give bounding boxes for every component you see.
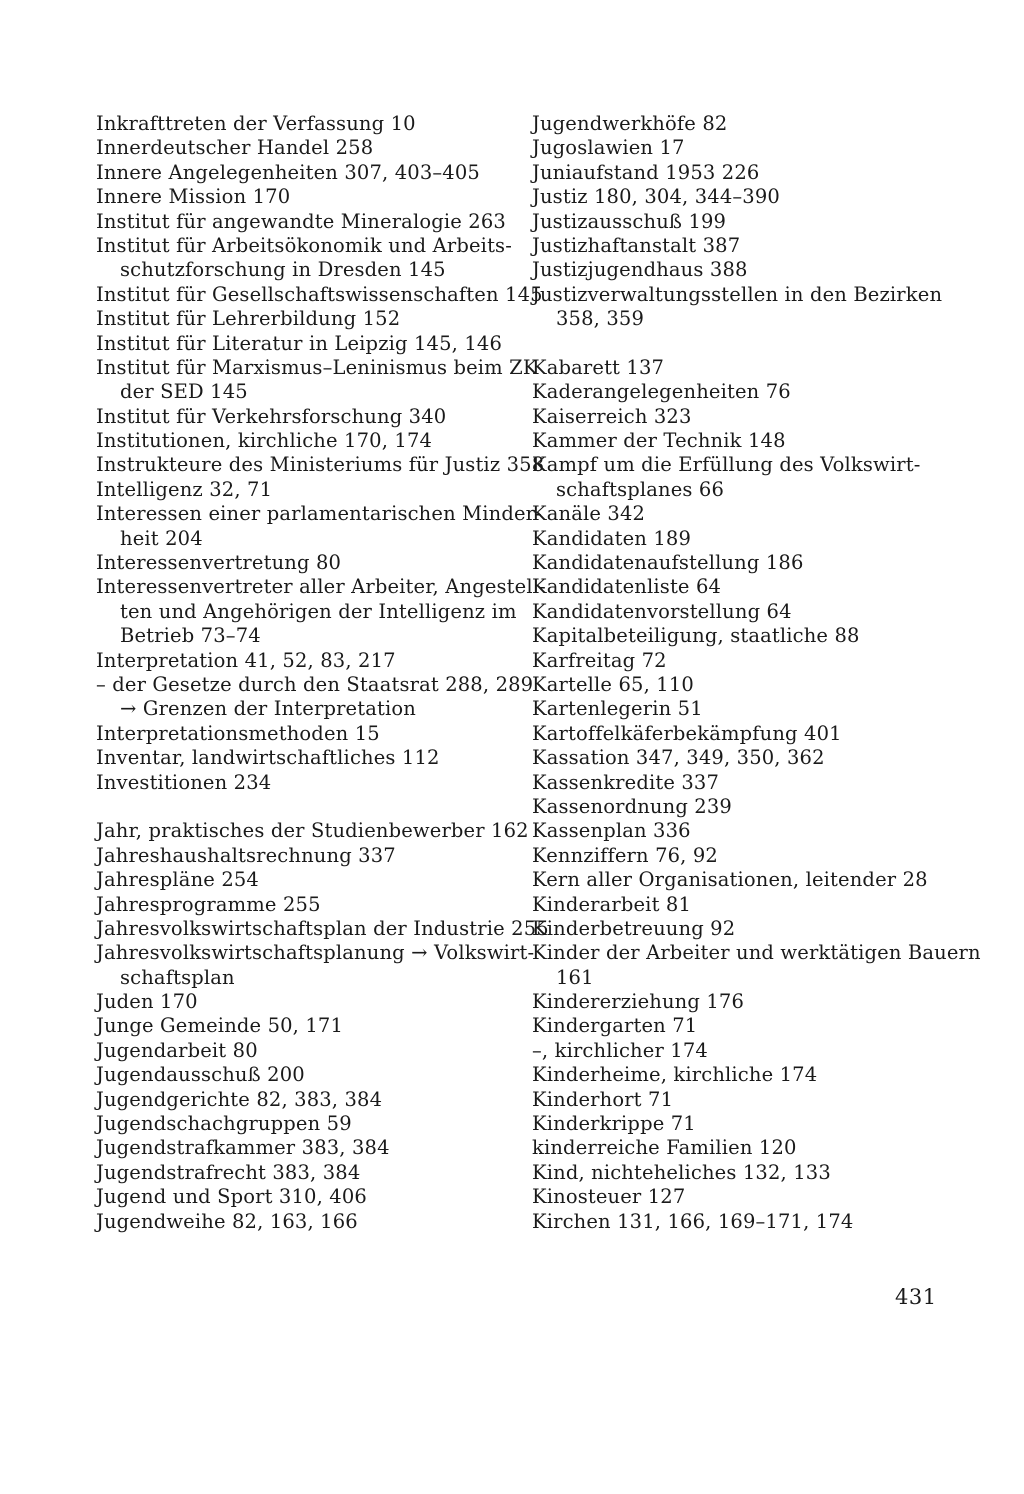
index-entry: Jugendgerichte 82, 383, 384 xyxy=(96,1087,383,1111)
index-entry: Juden 170 xyxy=(96,990,198,1014)
index-entry: Institut für angewandte Mineralogie 263 xyxy=(96,209,506,233)
index-entry: Jugend und Sport 310, 406 xyxy=(96,1185,367,1209)
index-entry: Intelligenz 32, 71 xyxy=(96,477,273,501)
index-entry: Kindererziehung 176 xyxy=(532,990,745,1014)
page-number: 431 xyxy=(895,1285,937,1309)
index-entry: Institut für Marxismus–Leninismus beim ZK xyxy=(96,355,538,379)
index-entry: Institut für Verkehrsforschung 340 xyxy=(96,404,447,428)
index-entry: Jugendschachgruppen 59 xyxy=(96,1112,352,1136)
index-entry: Justizverwaltungsstellen in den Bezirken xyxy=(532,282,943,306)
index-entry: Kinderheime, kirchliche 174 xyxy=(532,1063,818,1087)
index-entry: Jahrespläne 254 xyxy=(96,868,259,892)
index-entry: Jahresprogramme 255 xyxy=(96,892,321,916)
index-entry: Inkrafttreten der Verfassung 10 xyxy=(96,112,416,135)
index-entry: Interessenvertreter aller Arbeiter, Angestell- xyxy=(96,575,546,599)
index-entry: Interessenvertretung 80 xyxy=(96,551,342,575)
index-entry: Jahreshaushaltsrechnung 337 xyxy=(96,843,396,867)
index-entry: Kampf um die Erfüllung des Volkswirt- xyxy=(532,453,921,477)
index-entry: Jugendarbeit 80 xyxy=(96,1038,258,1062)
index-entry: Kassenkredite 337 xyxy=(532,770,720,794)
section-gap xyxy=(96,795,508,819)
index-entry: Kanäle 342 xyxy=(532,502,646,526)
index-entry: Justizjugendhaus 388 xyxy=(532,258,748,282)
index-entry: Jahresvolkswirtschaftsplanung → Volkswirt- xyxy=(96,941,535,965)
index-entry: Interessen einer parlamentarischen Minder- xyxy=(96,502,542,526)
index-entry: Karfreitag 72 xyxy=(532,648,667,672)
index-entry: Jahresvolkswirtschaftsplan der Industrie 255 xyxy=(96,916,549,940)
section-gap xyxy=(532,332,944,356)
index-entry-continuation: der SED 145 xyxy=(120,380,248,404)
index-entry: Jugendweihe 82, 163, 166 xyxy=(96,1209,358,1233)
index-entry: Innere Mission 170 xyxy=(96,185,291,209)
index-entry: Kinder der Arbeiter und werktätigen Bauern xyxy=(532,941,981,965)
index-entry-continuation: schaftsplanes 66 xyxy=(556,477,725,501)
index-entry: Kapitalbeteiligung, staatliche 88 xyxy=(532,624,860,648)
index-entry: – der Gesetze durch den Staatsrat 288, 289 xyxy=(96,672,534,696)
index-entry: kinderreiche Familien 120 xyxy=(532,1136,797,1160)
index-entry: Innerdeutscher Handel 258 xyxy=(96,136,374,160)
index-entry: Kartelle 65, 110 xyxy=(532,672,694,696)
index-entry: Institut für Gesellschaftswissenschaften 145 xyxy=(96,282,543,306)
index-entry: Kinosteuer 127 xyxy=(532,1185,686,1209)
index-entry: Interpretationsmethoden 15 xyxy=(96,721,380,745)
index-entry: Jahr, praktisches der Studienbewerber 162 xyxy=(96,819,529,843)
index-entry: Kandidatenliste 64 xyxy=(532,575,722,599)
index-entry-continuation: → Grenzen der Interpretation xyxy=(120,697,416,721)
index-entry: Kandidaten 189 xyxy=(532,526,692,550)
index-entry: Institut für Literatur in Leipzig 145, 146 xyxy=(96,331,503,355)
index-entry: Kassation 347, 349, 350, 362 xyxy=(532,746,825,770)
index-entry: Interpretation 41, 52, 83, 217 xyxy=(96,648,396,672)
index-entry: Kassenordnung 239 xyxy=(532,794,732,818)
index-entry-continuation: schutzforschung in Dresden 145 xyxy=(120,258,446,282)
index-entry: Juniaufstand 1953 226 xyxy=(532,160,760,184)
index-entry: Justiz 180, 304, 344–390 xyxy=(532,185,780,209)
index-entry: Kind, nichteheliches 132, 133 xyxy=(532,1160,831,1184)
index-entry: Kennziffern 76, 92 xyxy=(532,843,718,867)
index-column-left xyxy=(96,112,549,1234)
index-entry-continuation: 358, 359 xyxy=(556,307,645,331)
index-entry: Jugoslawien 17 xyxy=(532,136,685,160)
index-entry: Justizausschuß 199 xyxy=(532,209,727,233)
index-entry: Kern aller Organisationen, leitender 28 xyxy=(532,868,928,892)
index-entry: Kirchen 131, 166, 169–171, 174 xyxy=(532,1209,854,1233)
index-entry: Junge Gemeinde 50, 171 xyxy=(96,1014,344,1038)
index-entry: Instrukteure des Ministeriums für Justiz 358 xyxy=(96,453,545,477)
index-entry: Innere Angelegenheiten 307, 403–405 xyxy=(96,160,480,184)
index-entry: Kaderangelegenheiten 76 xyxy=(532,380,791,404)
index-entry: Institutionen, kirchliche 170, 174 xyxy=(96,429,433,453)
index-entry: Kindergarten 71 xyxy=(532,1014,698,1038)
index-entry: Jugendstrafkammer 383, 384 xyxy=(96,1136,390,1160)
index-entry: Kandidatenaufstellung 186 xyxy=(532,551,804,575)
index-entry: Kinderkrippe 71 xyxy=(532,1112,696,1136)
index-entry: Kartenlegerin 51 xyxy=(532,697,703,721)
index-entry: Kammer der Technik 148 xyxy=(532,429,786,453)
index-entry: Kartoffelkäferbekämpfung 401 xyxy=(532,721,842,745)
index-entry: Kassenplan 336 xyxy=(532,819,691,843)
index-entry: Jugendausschuß 200 xyxy=(96,1063,305,1087)
index-entry-continuation: Betrieb 73–74 xyxy=(120,624,261,648)
index-entry-continuation: ten und Angehörigen der Intelligenz im xyxy=(120,599,517,623)
index-entry: Institut für Lehrerbildung 152 xyxy=(96,307,401,331)
index-entry: Investitionen 234 xyxy=(96,770,272,794)
index-entry-continuation: 161 xyxy=(556,965,594,989)
index-column-right xyxy=(532,112,981,1234)
index-entry: Jugendstrafrecht 383, 384 xyxy=(96,1160,361,1184)
index-entry: Kandidatenvorstellung 64 xyxy=(532,599,792,623)
index-entry: Kinderarbeit 81 xyxy=(532,892,692,916)
index-entry: Kaiserreich 323 xyxy=(532,404,692,428)
index-entry: Inventar, landwirtschaftliches 112 xyxy=(96,746,440,770)
index-entry: Institut für Arbeitsökonomik und Arbeits- xyxy=(96,233,512,257)
index-entry-continuation: schaftsplan xyxy=(120,965,235,989)
index-entry: Kabarett 137 xyxy=(532,355,665,379)
index-entry: Justizhaftanstalt 387 xyxy=(532,233,741,257)
index-entry-continuation: heit 204 xyxy=(120,526,203,550)
index-entry: Kinderbetreuung 92 xyxy=(532,916,736,940)
index-entry: –, kirchlicher 174 xyxy=(532,1038,708,1062)
index-entry: Jugendwerkhöfe 82 xyxy=(532,112,728,135)
index-entry: Kinderhort 71 xyxy=(532,1087,674,1111)
